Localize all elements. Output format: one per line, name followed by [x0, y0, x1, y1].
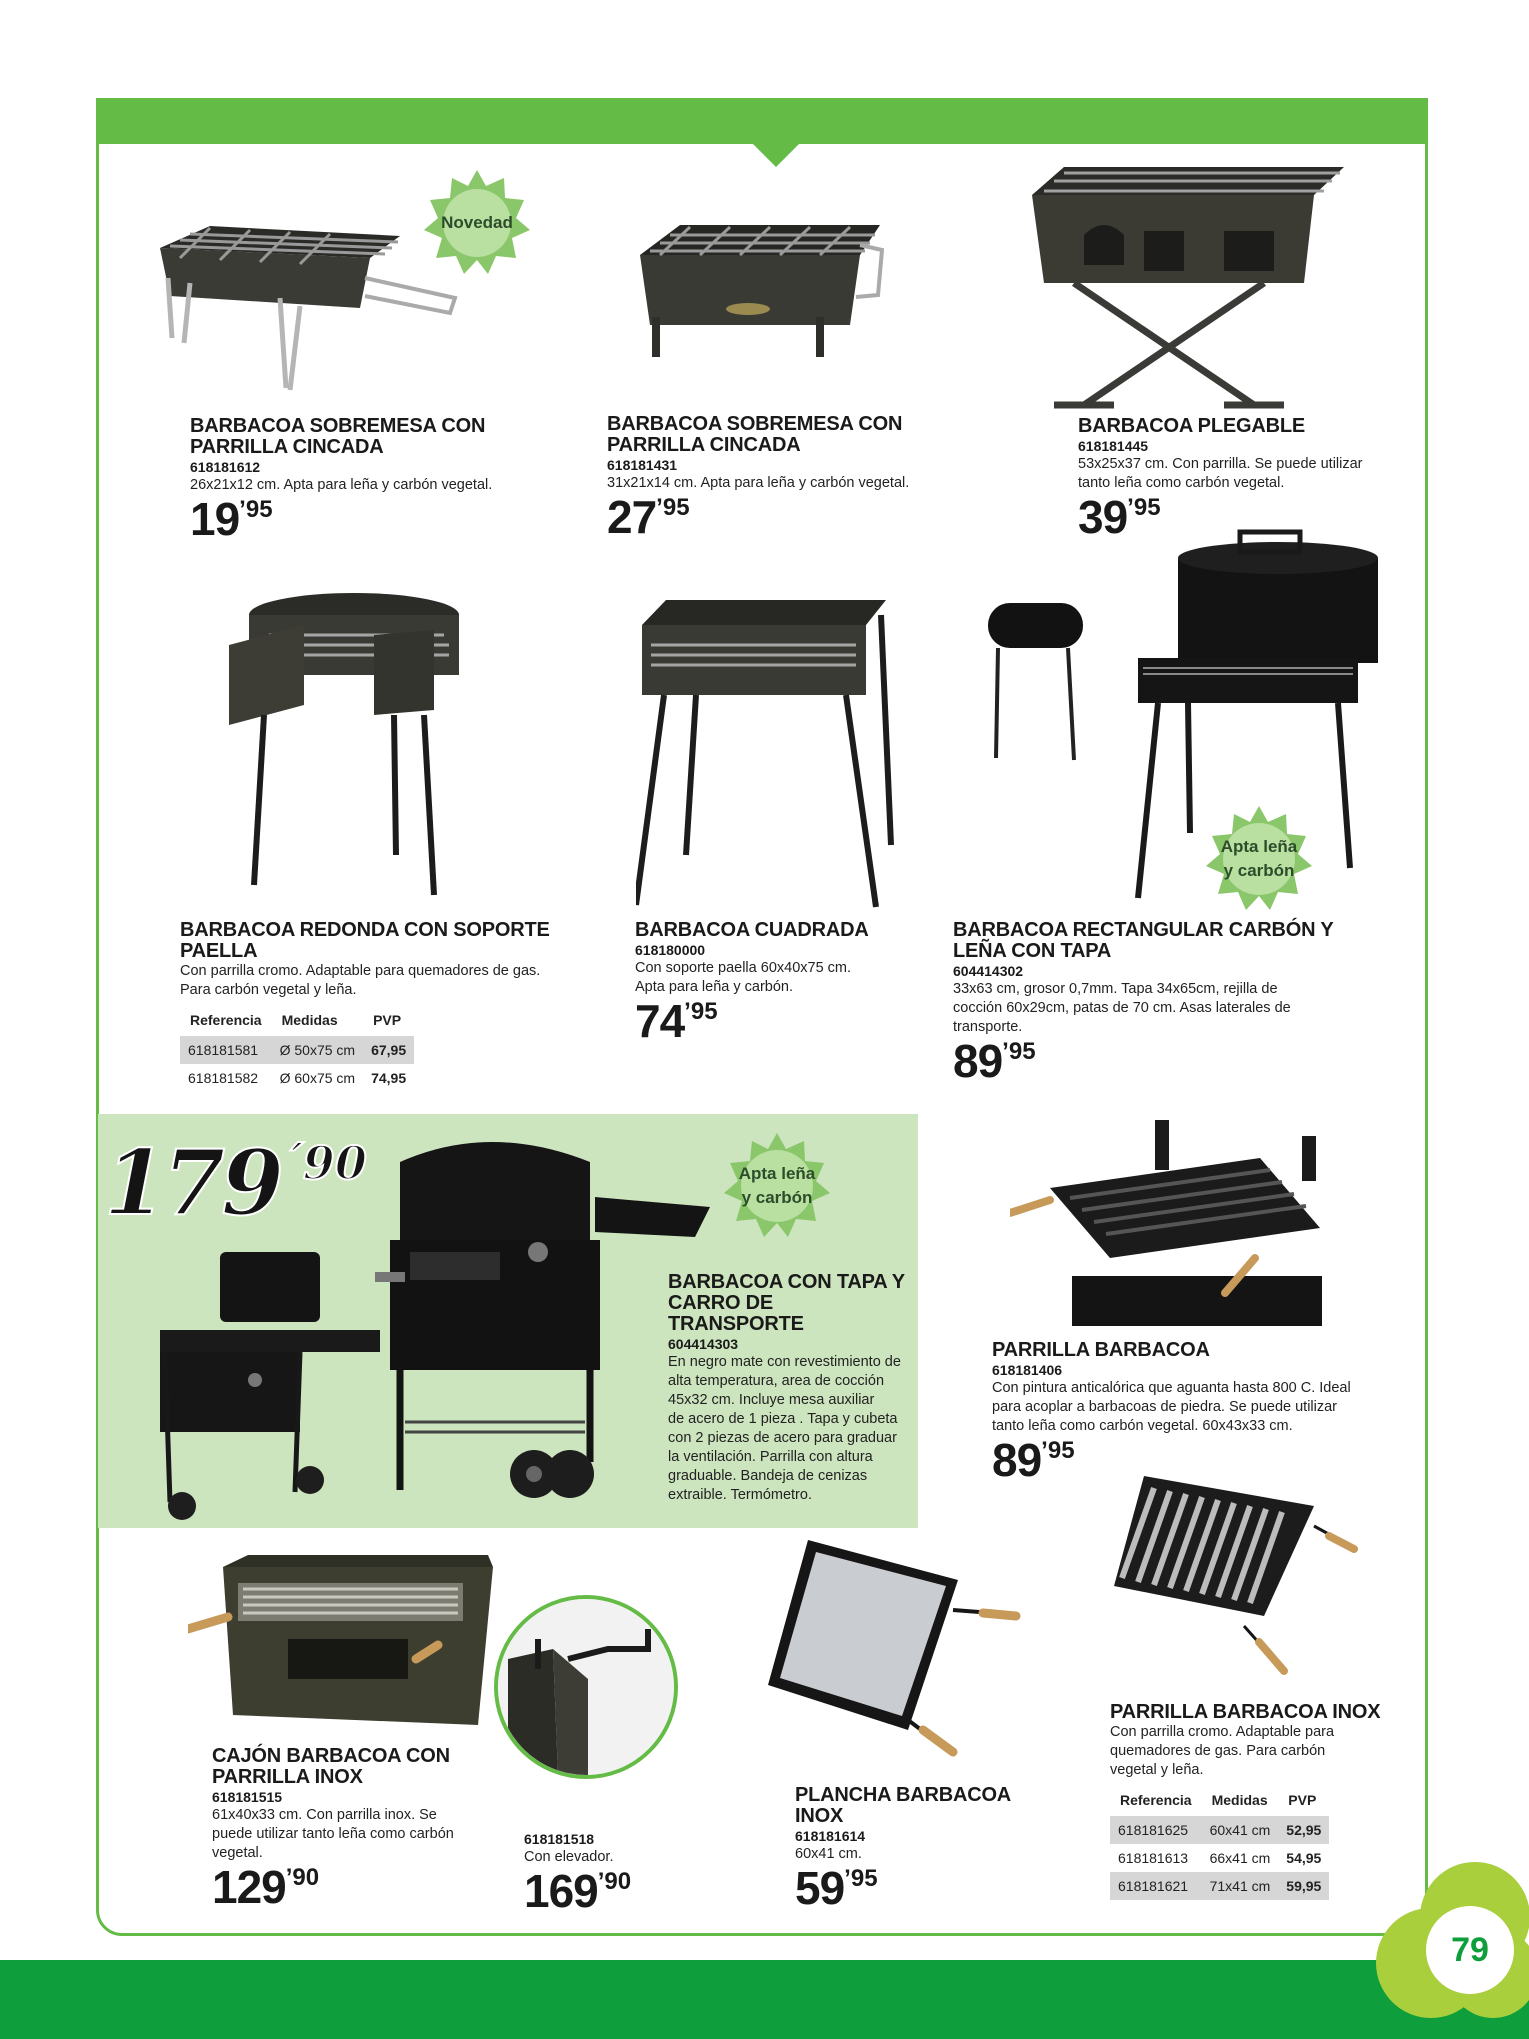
price-integer: 27	[607, 491, 657, 543]
price-integer: 19	[190, 493, 240, 545]
product-ref: 604414302	[953, 963, 1024, 979]
table-header: Referencia	[1120, 1792, 1192, 1808]
product-title-line: BARBACOA SOBREMESA CON	[190, 415, 486, 437]
apta-badge	[1206, 806, 1312, 912]
product-parrilla-inox	[1110, 1702, 1410, 1900]
product-desc: puede utilizar tanto leña como carbón	[212, 1826, 454, 1842]
elevador-detail-image	[498, 1599, 674, 1775]
product-redonda	[180, 920, 600, 1092]
product-desc: extraible. Termómetro.	[668, 1487, 812, 1503]
product-desc: cocción 60x29cm, patas de 70 cm. Asas laterales de	[953, 1000, 1291, 1016]
price-decimal: ’95	[1127, 494, 1161, 521]
product-ref: 604414303	[668, 1336, 739, 1352]
reference-table-redonda	[180, 1008, 414, 1092]
table-cell: 618181582	[188, 1070, 259, 1086]
table-cell: 67,95	[363, 1036, 414, 1064]
apta-line: y carbón	[1223, 861, 1295, 880]
bottom-band	[0, 1960, 1529, 2039]
product-title-line: PARRILLA CINCADA	[607, 434, 801, 456]
table-header: PVP	[1288, 1792, 1317, 1808]
product-sobremesa-1	[190, 415, 520, 545]
page-number: 79	[1426, 1906, 1514, 1994]
product-ref: 618181445	[1078, 438, 1149, 454]
product-title-line: BARBACOA CUADRADA	[635, 919, 869, 941]
product-desc: vegetal y leña.	[1110, 1762, 1204, 1778]
product-desc: graduable. Bandeja de cenizas	[668, 1468, 868, 1484]
price-decimal: ’95	[1041, 1437, 1075, 1464]
product-elevador	[524, 1830, 704, 1917]
product-ref: 618181406	[992, 1362, 1063, 1378]
product-desc: transporte.	[953, 1019, 1023, 1035]
product-image-plancha	[768, 1540, 1028, 1765]
table-cell: 54,95	[1286, 1850, 1322, 1866]
apta-line: Apta leña	[1220, 837, 1298, 856]
product-desc: Con parrilla cromo. Adaptable para	[1110, 1724, 1335, 1740]
table-row	[180, 1036, 414, 1064]
product-ref: 618181612	[190, 459, 261, 475]
product-image-carro	[150, 1122, 710, 1522]
product-image-parrilla	[1010, 1118, 1340, 1338]
product-price	[953, 1035, 1353, 1087]
product-desc: Para carbón vegetal y leña.	[180, 982, 357, 998]
price-integer: 129	[212, 1861, 286, 1913]
product-price	[795, 1862, 1035, 1914]
product-ref: 618180000	[635, 942, 706, 958]
table-cell: 66x41 cm	[1209, 1850, 1271, 1866]
product-image-rectangular	[978, 528, 1398, 908]
product-desc: 61x40x33 cm. Con parrilla inox. Se	[212, 1807, 437, 1823]
apta-text	[724, 1133, 830, 1239]
table-row	[1110, 1872, 1329, 1900]
product-desc: 53x25x37 cm. Con parrilla. Se puede utilizar	[1078, 456, 1363, 472]
product-ref: 618181614	[795, 1828, 866, 1844]
table-row	[1110, 1844, 1329, 1872]
novedad-badge	[424, 170, 530, 276]
product-desc: tanto leña como carbón vegetal.	[1078, 475, 1285, 491]
product-desc: Con pintura anticalórica que aguanta hasta 800 C. Ideal	[992, 1380, 1351, 1396]
product-desc: para acoplar a barbacoas de piedra. Se puede utilizar	[992, 1399, 1338, 1415]
product-desc: quemadores de gas. Para carbón	[1110, 1743, 1326, 1759]
product-desc: 45x32 cm. Incluye mesa auxiliar	[668, 1392, 875, 1408]
price-integer: 74	[635, 995, 685, 1047]
product-desc: 60x41 cm.	[795, 1846, 862, 1862]
product-desc: tanto leña como carbón vegetal. 60x43x33 cm.	[992, 1418, 1293, 1434]
product-parrilla	[992, 1339, 1392, 1486]
reference-table-inox	[1110, 1788, 1329, 1900]
product-title-line: BARBACOA PLEGABLE	[1078, 415, 1305, 437]
product-image-cuadrada	[636, 595, 896, 915]
table-cell: Ø 60x75 cm	[279, 1070, 356, 1086]
product-desc: alta temperatura, area de cocción	[668, 1373, 885, 1389]
table-cell: 71x41 cm	[1202, 1872, 1279, 1900]
table-cell: 618181581	[180, 1036, 272, 1064]
product-price	[190, 493, 520, 545]
product-desc: Con soporte paella 60x40x75 cm.	[635, 960, 852, 976]
product-plancha	[795, 1784, 1035, 1914]
product-image-redonda	[224, 575, 484, 900]
product-title-line: PLANCHA BARBACOA	[795, 1784, 1012, 1806]
table-cell: 618181621	[1110, 1872, 1202, 1900]
apta-text	[1206, 806, 1312, 912]
table-header: Medidas	[1211, 1792, 1268, 1808]
product-title-line: PAELLA	[180, 940, 258, 962]
product-desc: Con parrilla cromo. Adaptable para quemadores de gas.	[180, 963, 541, 979]
price-decimal: ’95	[239, 496, 273, 523]
price-decimal: ’95	[656, 494, 690, 521]
product-desc: la ventilación. Parrilla con altura	[668, 1449, 873, 1465]
product-title-line: PARRILLA CINCADA	[190, 436, 384, 458]
price-integer: 39	[1078, 491, 1128, 543]
product-cuadrada	[635, 919, 935, 1047]
product-ref: 618181431	[607, 457, 678, 473]
product-desc: En negro mate con revestimiento de	[668, 1354, 901, 1370]
table-cell: 74,95	[371, 1070, 407, 1086]
detail-zoom-elevador	[494, 1595, 678, 1779]
product-price	[212, 1861, 492, 1913]
product-image-sobremesa-2	[620, 205, 890, 365]
price-decimal: ´90	[279, 1136, 367, 1190]
product-rectangular	[953, 919, 1353, 1087]
product-desc: 26x21x12 cm. Apta para leña y carbón vegetal.	[190, 477, 493, 493]
product-ref: 618181518	[524, 1831, 595, 1847]
table-cell: 52,95	[1278, 1816, 1329, 1844]
product-desc: vegetal.	[212, 1845, 263, 1861]
price-integer: 89	[992, 1434, 1042, 1486]
product-title-line: BARBACOA SOBREMESA CON	[607, 413, 903, 435]
price-integer: 179	[104, 1130, 280, 1236]
price-decimal: ’95	[844, 1865, 878, 1892]
product-desc: de acero de 1 pieza . Tapa y cubeta	[668, 1411, 898, 1427]
price-decimal: ’90	[285, 1864, 320, 1891]
price-decimal: ’90	[597, 1868, 632, 1895]
product-image-parrilla-inox	[1114, 1466, 1364, 1676]
product-desc: con 2 piezas de acero para graduar	[668, 1430, 897, 1446]
product-ref: 618181515	[212, 1789, 283, 1805]
price-decimal: ’95	[1002, 1038, 1036, 1065]
product-title-line: CAJÓN BARBACOA CON	[212, 1745, 450, 1767]
product-title-line: PARRILLA BARBACOA	[992, 1339, 1210, 1361]
product-image-plegable	[1024, 155, 1354, 415]
table-cell: 618181613	[1118, 1850, 1189, 1866]
product-title-line: LEÑA CON TAPA	[953, 940, 1112, 962]
product-desc: 33x63 cm, grosor 0,7mm. Tapa 34x65cm, rejilla de	[953, 981, 1278, 997]
product-plegable	[1078, 415, 1408, 543]
product-desc: 31x21x14 cm. Apta para leña y carbón vegetal.	[607, 475, 910, 491]
product-desc: Apta para leña y carbón.	[635, 979, 793, 995]
product-sobremesa-2	[607, 413, 947, 543]
table-row	[1110, 1816, 1329, 1844]
product-cajon	[212, 1745, 492, 1913]
product-price	[635, 995, 935, 1047]
apta-line: Apta leña	[738, 1164, 816, 1183]
product-title-line: CARRO DE TRANSPORTE	[668, 1292, 804, 1335]
product-title-line: PARRILLA BARBACOA INOX	[1110, 1701, 1381, 1723]
product-title-line: PARRILLA INOX	[212, 1766, 363, 1788]
product-price	[607, 491, 947, 543]
top-banner	[96, 98, 1428, 144]
price-integer: 169	[524, 1865, 598, 1917]
product-title-line: BARBACOA REDONDA CON SOPORTE	[180, 919, 550, 941]
product-image-cajon	[188, 1555, 496, 1730]
table-row	[180, 1064, 414, 1092]
product-price	[524, 1865, 704, 1917]
price-integer: 59	[795, 1862, 845, 1914]
table-header: PVP	[373, 1012, 402, 1028]
table-cell: 60x41 cm	[1202, 1816, 1279, 1844]
price-decimal: ’95	[684, 998, 718, 1025]
banner-notch	[752, 143, 800, 167]
table-cell: 618181625	[1110, 1816, 1202, 1844]
table-cell: Ø 50x75 cm	[272, 1036, 363, 1064]
product-image-sobremesa-1	[150, 218, 470, 393]
table-header: Medidas	[281, 1012, 338, 1028]
table-header: Referencia	[190, 1012, 262, 1028]
price-integer: 89	[953, 1035, 1003, 1087]
novedad-text: Novedad	[441, 213, 513, 232]
apta-line: y carbón	[741, 1188, 813, 1207]
table-cell: 59,95	[1278, 1872, 1329, 1900]
product-title-line: BARBACOA CON TAPA Y	[668, 1271, 905, 1293]
product-carro	[668, 1272, 910, 1505]
product-desc: Con elevador.	[524, 1849, 614, 1865]
apta-badge	[724, 1133, 830, 1239]
product-title-line: INOX	[795, 1805, 844, 1827]
product-title-line: BARBACOA RECTANGULAR CARBÓN Y	[953, 919, 1334, 941]
